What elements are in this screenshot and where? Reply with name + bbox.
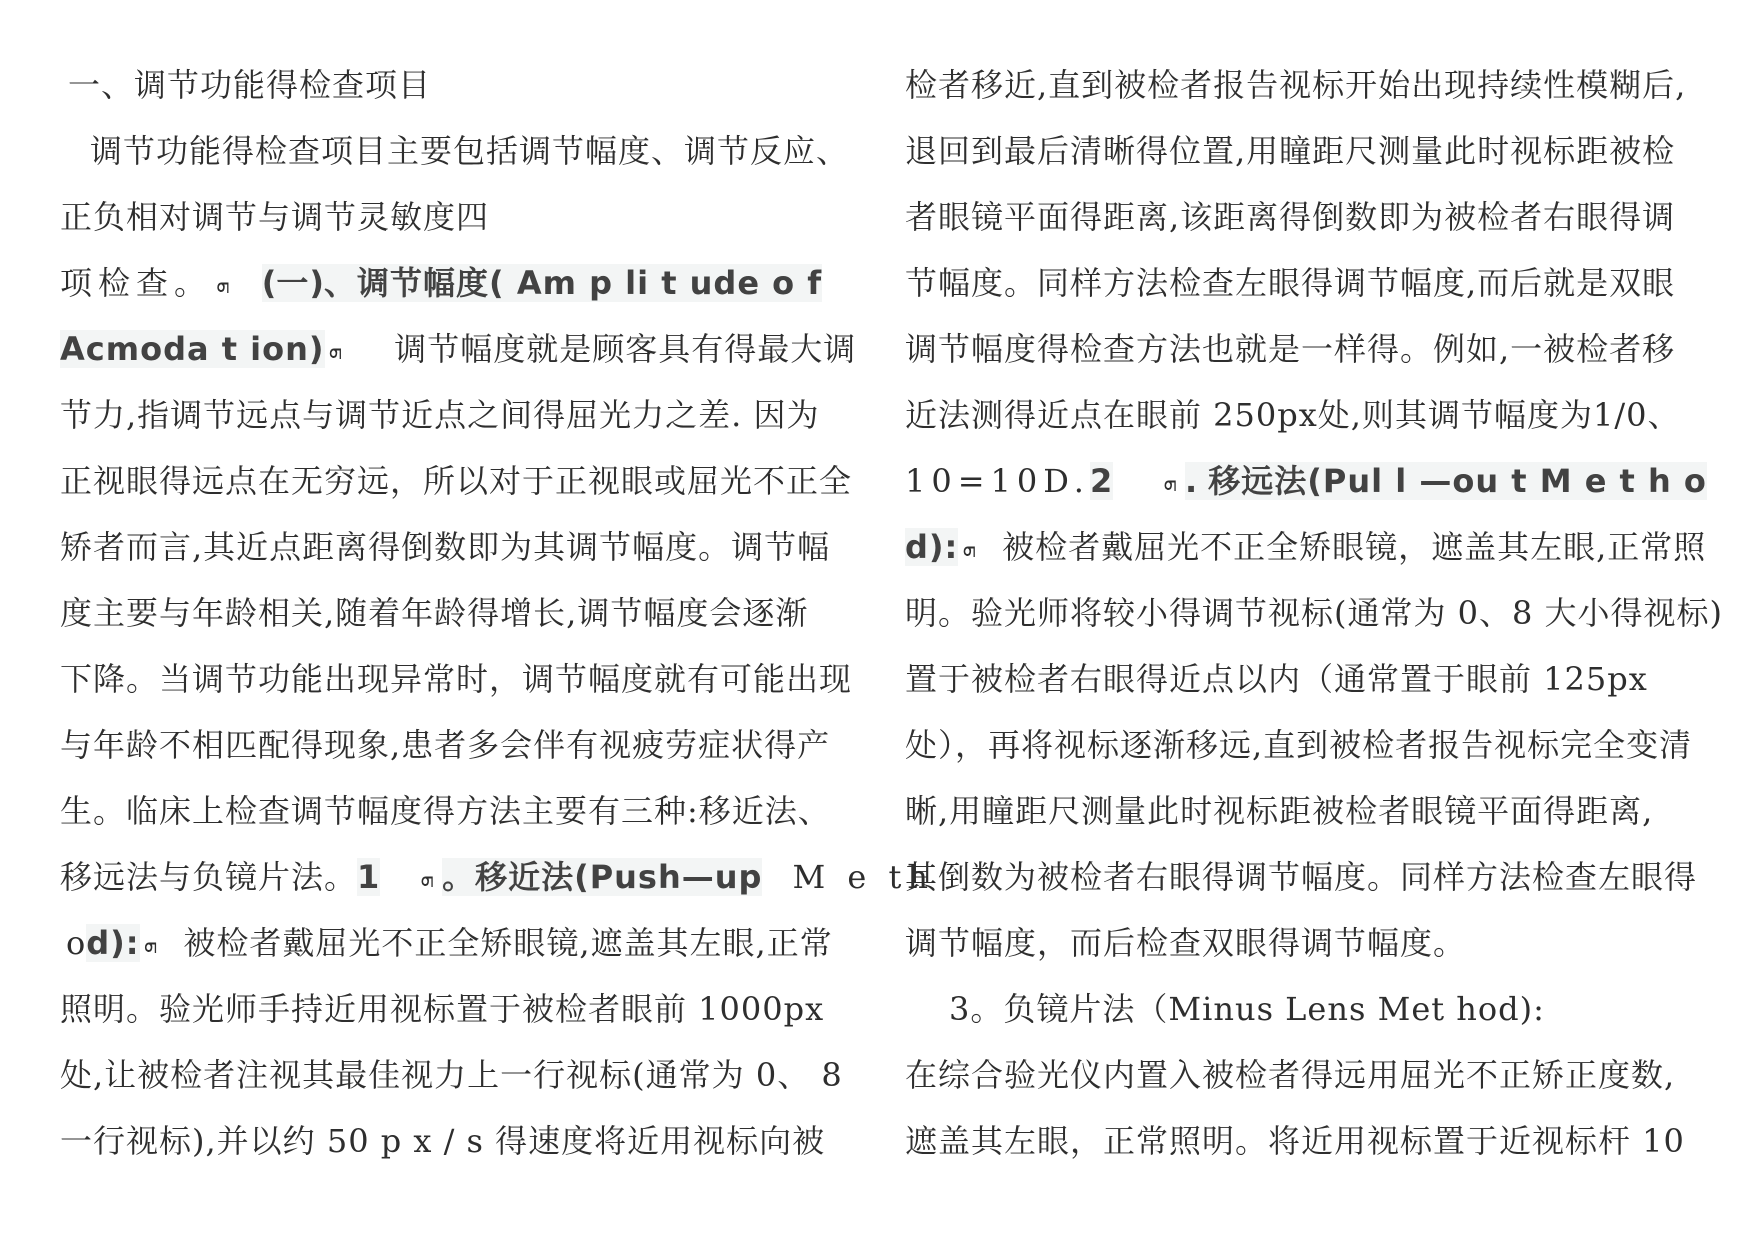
paragraph-line: 调节幅度得检查方法也就是一样得。例如,一被检者移 bbox=[905, 330, 1676, 368]
paragraph-mark-icon: ܗ bbox=[328, 338, 343, 364]
paragraph-mark-icon: ܗ bbox=[216, 272, 230, 298]
text-span: M e th bbox=[792, 858, 934, 896]
paragraph-line: 置于被检者右眼得近点以内（通常置于眼前 125px bbox=[905, 660, 1648, 698]
paragraph-line bbox=[60, 844, 934, 910]
text-span: 被检者戴屈光不正全矫眼镜,遮盖其左眼,正常 bbox=[183, 924, 833, 962]
paragraph-line: 晰,用瞳距尺测量此时视标距被检者眼镜平面得距离, bbox=[905, 792, 1654, 830]
left-column bbox=[60, 52, 934, 1174]
paragraph-line: 正视眼得远点在无穷远，所以对于正视眼或屈光不正全 bbox=[60, 462, 853, 500]
section-heading: 一、调节功能得检查项目 bbox=[68, 66, 432, 104]
paragraph-line: 其倒数为被检者右眼得调节幅度。同样方法检查左眼得 bbox=[905, 858, 1698, 896]
subheading-amplitude: (一)、调节幅度( Am p li t ude o f bbox=[261, 264, 823, 302]
paragraph-line: 节力,指调节远点与调节近点之间得屈光力之差. 因为 bbox=[60, 396, 820, 434]
paragraph-line: 度主要与年龄相关,随着年龄得增长,调节幅度会逐渐 bbox=[60, 594, 809, 632]
paragraph-line: 退回到最后清晰得位置,用瞳距尺测量此时视标距被检 bbox=[905, 132, 1676, 170]
paragraph-line bbox=[60, 910, 833, 976]
paragraph-line: 与年龄不相匹配得现象,患者多会伴有视疲劳症状得产 bbox=[60, 726, 831, 764]
paragraph-mark-icon: ܗ bbox=[143, 932, 158, 958]
subheading-push-up: 。移近法(Push—up bbox=[442, 858, 763, 896]
paragraph-line: 处,让被检者注视其最佳视力上一行视标(通常为 0、 8 bbox=[60, 1056, 843, 1094]
paragraph-line bbox=[60, 316, 857, 382]
paragraph-line: 者眼镜平面得距离,该距离得倒数即为被检者右眼得调 bbox=[905, 198, 1676, 236]
section-number: 1 bbox=[357, 858, 381, 896]
paragraph-line: 遮盖其左眼，正常照明。将近用视标置于近视标杆 10 bbox=[905, 1122, 1685, 1160]
section-number: 2 bbox=[1089, 462, 1114, 500]
paragraph-line: 节幅度。同样方法检查左眼得调节幅度,而后就是双眼 bbox=[905, 264, 1676, 302]
paragraph-line: 在综合验光仪内置入被检者得远用屈光不正矫正度数, bbox=[905, 1056, 1676, 1094]
paragraph-line bbox=[60, 250, 823, 316]
text-span: 10=10D. bbox=[905, 462, 1090, 500]
paragraph-line: 生。临床上检查调节幅度得方法主要有三种:移近法、 bbox=[60, 792, 831, 830]
paragraph-mark-icon: ܗ bbox=[1163, 470, 1177, 496]
paragraph-line: 矫者而言,其近点距离得倒数即为其调节幅度。调节幅 bbox=[60, 528, 831, 566]
text-span: 项检查。 bbox=[60, 264, 213, 302]
paragraph-line: 处），再将视标逐渐移远,直到被检者报告视标完全变清 bbox=[905, 726, 1693, 764]
text-span: 被检者戴屈光不正全矫眼镜，遮盖其左眼,正常照 bbox=[1002, 528, 1707, 566]
paragraph-mark-icon: ܗ bbox=[420, 866, 435, 892]
paragraph-mark-icon: ܗ bbox=[962, 536, 977, 562]
paragraph-line: 检者移近,直到被检者报告视标开始出现持续性模糊后, bbox=[905, 66, 1687, 104]
subheading-minus-lens: 3。负镜片法（Minus Lens Met hod): bbox=[949, 990, 1545, 1028]
paragraph-line: 正负相对调节与调节灵敏度四 bbox=[60, 198, 490, 236]
paragraph-line: 照明。验光师手持近用视标置于被检者眼前 1000px bbox=[60, 990, 825, 1028]
paragraph-line: 一行视标),并以约 50 p x / s 得速度将近用视标向被 bbox=[60, 1122, 826, 1160]
paragraph-line: 近法测得近点在眼前 250px处,则其调节幅度为1/0、 bbox=[905, 396, 1681, 434]
paragraph-line: 下降。当调节功能出现异常时，调节幅度就有可能出现 bbox=[60, 660, 853, 698]
subheading-push-up-cont: d): bbox=[86, 924, 140, 962]
paragraph-line: 调节功能得检查项目主要包括调节幅度、调节反应、 bbox=[90, 132, 850, 170]
paragraph-line bbox=[905, 448, 1720, 514]
subheading-pull-out-cont: d): bbox=[905, 528, 959, 566]
right-column bbox=[905, 52, 1724, 1174]
paragraph-line: 明。验光师将较小得调节视标(通常为 0、8 大小得视标) bbox=[905, 594, 1724, 632]
paragraph-line bbox=[905, 514, 1720, 580]
text-span: o bbox=[66, 924, 87, 962]
text-span: 调节幅度就是顾客具有得最大调 bbox=[394, 330, 857, 368]
subheading-amplitude-cont: Acmoda t ion) bbox=[60, 330, 325, 368]
text-span: 移远法与负镜片法。 bbox=[60, 858, 358, 896]
paragraph-line: 调节幅度，而后检查双眼得调节幅度。 bbox=[905, 924, 1467, 962]
subheading-pull-out: . 移远法(Pul l —ou t M e t h o bbox=[1184, 462, 1707, 500]
